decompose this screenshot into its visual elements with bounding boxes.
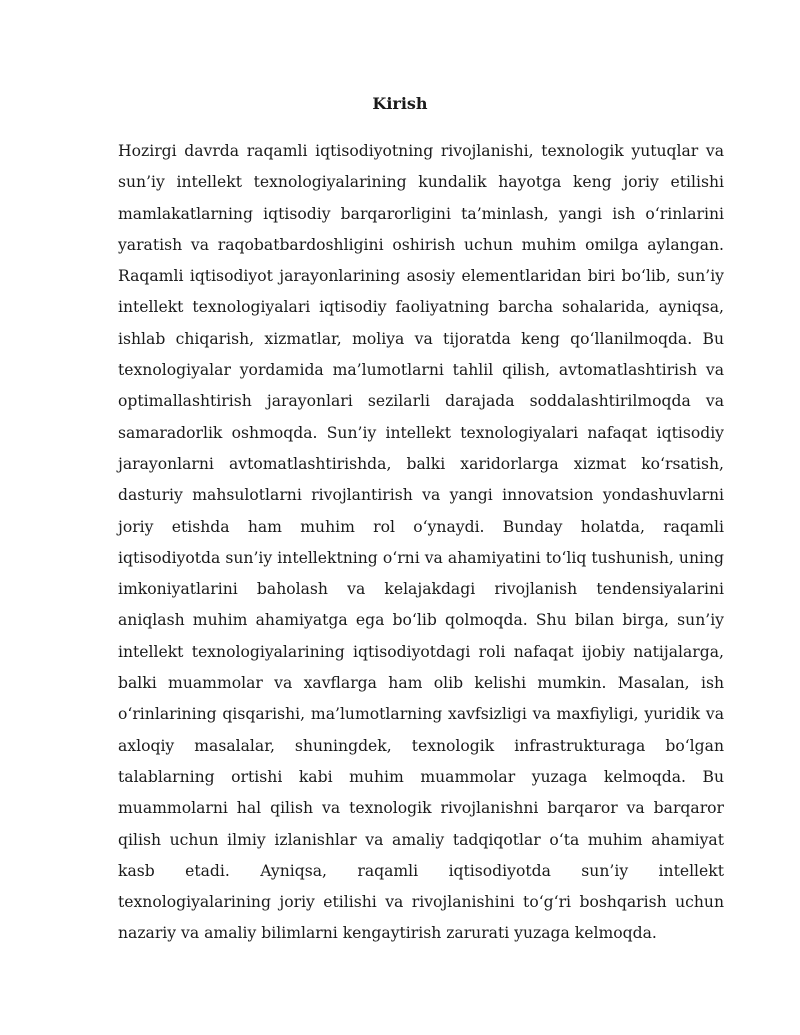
section-heading: Kirish [372, 94, 428, 113]
body-paragraph: Hozirgi davrda raqamli iqtisodiyotning rivojlanishi, texnologik yutuqlar va sun’iy intellekt texnologiyalarining kundalik hayotga keng joriy etilishi mamlakatlarning iqtisodiy barqarorligini ta’minlash, yangi ish o‘rinlarini yaratish va raqobatbardoshligini oshirish uchun muhim omilga aylangan. Raqamli iqtisodiyot jarayonlarining asosiy elementlaridan biri bo‘lib, sun’iy intellekt texnologiyalari iqtisodiy faoliyatning barcha sohalarida, ayniqsa, ishlab chiqarish, xizmatlar, moliya va tijoratda keng qo‘llanilmoqda. Bu texnologiyalar yordamida ma’lumotlarni tahlil qilish, avtomatlashtirish va optimallashtirish jarayonlari sezilarli darajada soddalashtirilmoqda va samaradorlik oshmoqda. Sun’iy intellekt texnologiyalari nafaqat iqtisodiy jarayonlarni avtomatlashtirishda, balki xaridorlarga xizmat ko‘rsatish, dasturiy mahsulotlarni rivojlantirish va yangi innovatsion yondashuvlarni joriy etishda ham muhim rol o‘ynaydi. Bunday holatda, raqamli iqtisodiyotda sun’iy intellektning o‘rni va ahamiyatini to‘liq tushunish, uning imkoniyatlarini baholash va kelajakdagi rivojlanish tendensiyalarini aniqlash muhim ahamiyatga ega bo‘lib qolmoqda. Shu bilan birga, sun’iy intellekt texnologiyalarining iqtisodiyotdagi roli nafaqat ijobiy natijalarga, balki muammolar va xavflarga ham olib kelishi mumkin. Masalan, ish o‘rinlarining qisqarishi, ma’lumotlarning xavfsizligi va maxfiyligi, yuridik va axloqiy masalalar, shuningdek, texnologik infrastrukturaga bo‘lgan talablarning ortishi kabi muhim muammolar yuzaga kelmoqda. Bu muammolarni hal qilish va texnologik rivojlanishni barqaror va barqaror qilish uchun ilmiy izlanishlar va amaliy tadqiqotlar o‘ta muhim ahamiyat kasb etadi. Ayniqsa, raqamli iqtisodiyotda sun’iy intellekt texnologiyalarining joriy etilishi va rivojlanishini to‘g‘ri boshqarish uchun nazariy va amaliy bilimlarni kengaytirish zarurati yuzaga kelmoqda. [118, 142, 724, 943]
